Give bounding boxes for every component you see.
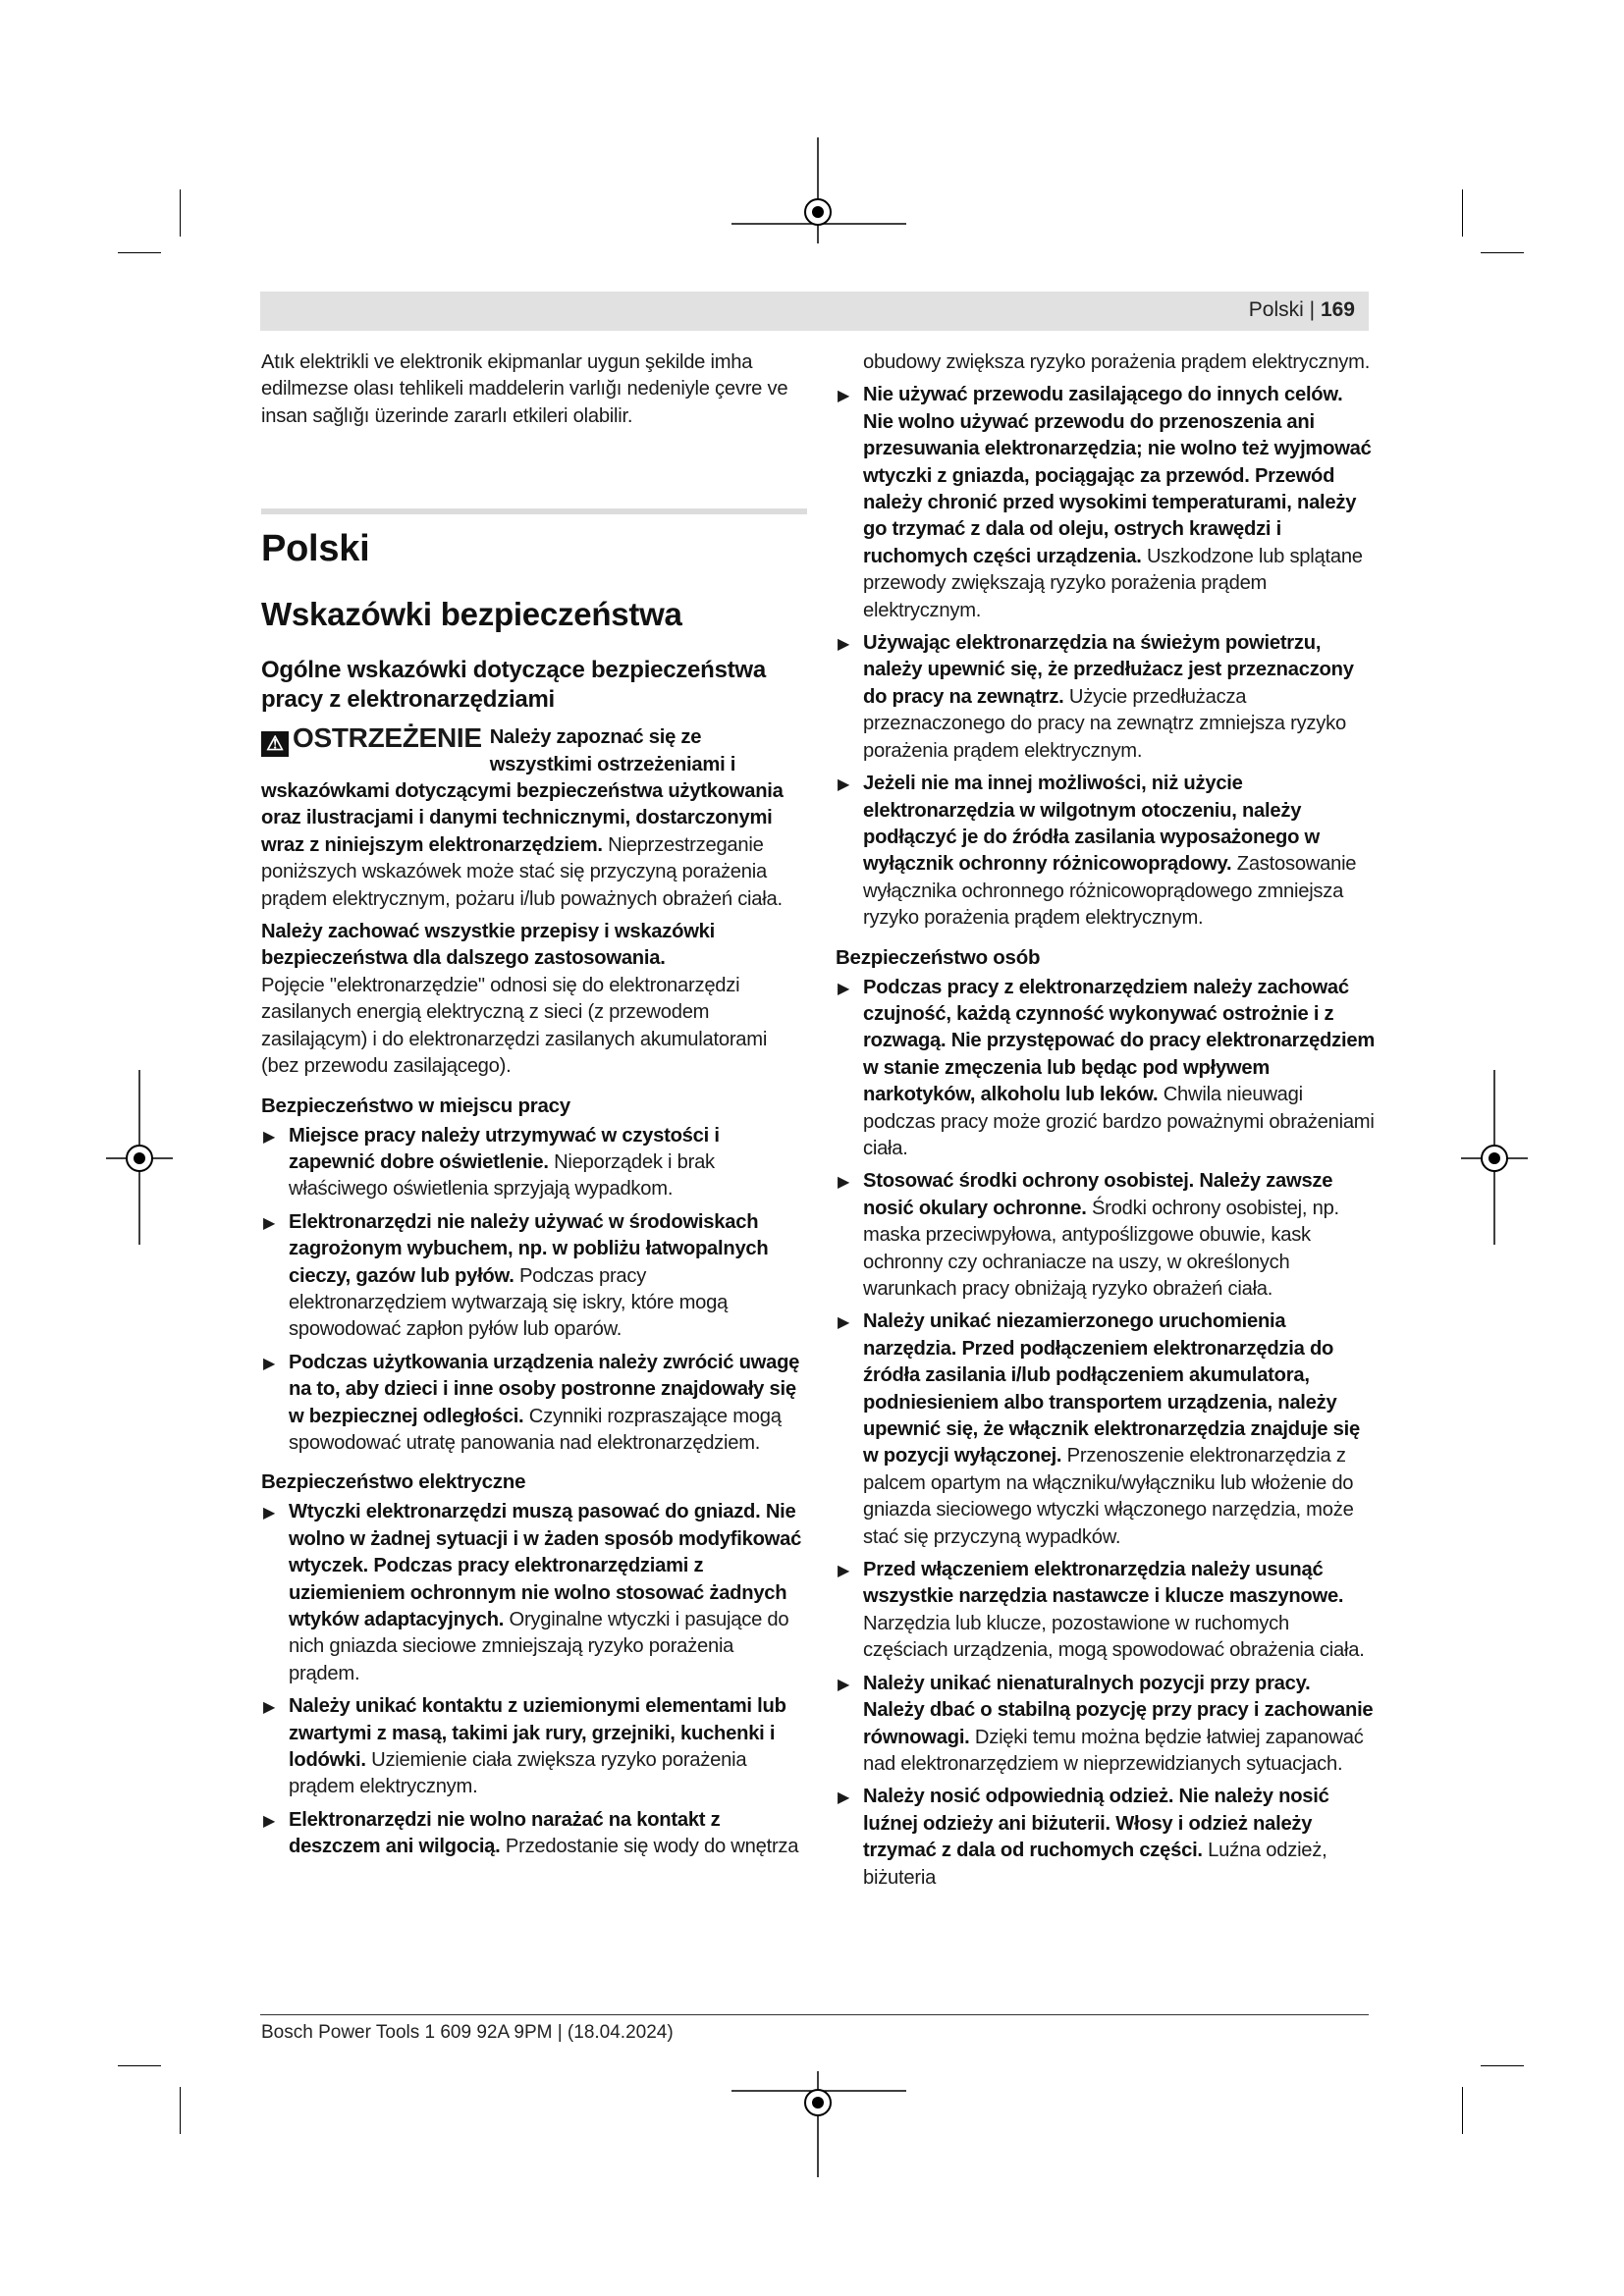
list-item: ▶ Nie używać przewodu zasilającego do innych celów. Nie wolno używać przewodu do przenoszenia ani przesuwania elektronarzędzia; nie wolno też wyjmować wtyczki z gniazda, pociągając za przewód. Przewód należy chronić przed wysokimi temperaturami, należy go trzymać z dala od oleju, ostrych krawędzi i ruchomych części urządzenia. Uszkodzone lub splątane przewody zwiększają ryzyko porażenia prądem elektrycznym. bbox=[838, 384, 1372, 621]
registration-mark-left bbox=[106, 1070, 175, 1247]
bullet-triangle-icon: ▶ bbox=[838, 1789, 850, 1807]
list-item: ▶ Należy unikać nienaturalnych pozycji przy pracy. Należy dbać o stabilną pozycję przy pracy i zachowanie równowagi. Dzięki temu można będzie łatwiej zapanować nad elektronarzędziem w nieprzewidzianych sytuacjach. bbox=[838, 1672, 1374, 1775]
list-item: ▶ Elektronarzędzi nie wolno narażać na kontakt z deszczem ani wilgocią. Przedostanie się wody do wnętrza bbox=[263, 1808, 799, 1858]
electric-safety-heading: Bezpieczeństwo elektryczne bbox=[261, 1470, 526, 1494]
bullet-triangle-icon: ▶ bbox=[263, 1214, 276, 1232]
left-column bbox=[261, 349, 807, 1861]
list-item: ▶ Używając elektronarzędzia na świeżym powietrzu, należy upewnić się, że przedłużacz jest przeznaczony do pracy na zewnątrz. Użycie przedłużacza przeznaczonego do pracy na zewnątrz zmniejsza ryzyko porażenia prądem elektrycznym. bbox=[838, 632, 1354, 762]
language-heading: Polski bbox=[261, 528, 370, 570]
right-column bbox=[836, 349, 1377, 1892]
warning-bold-text: Należy zapoznać się ze wszystkimi ostrzeżeniami i wskazówkami dotyczącymi bezpieczeństwa użytkowania oraz ilustracjami i danymi technicznymi, dostarczonymi wraz z niniejszym elektronarzędziem. bbox=[261, 726, 784, 856]
list-item: ▶ Podczas użytkowania urządzenia należy zwrócić uwagę na to, aby dzieci i inne osoby postronne znajdowały się w bezpiecznej odległości. Czynniki rozpraszające mogą spowodować utratę panowania nad elektronarzędziem. bbox=[263, 1351, 800, 1454]
registration-mark-bottom bbox=[731, 2071, 908, 2179]
list-item: ▶ Należy unikać kontaktu z uziemionymi elementami lub zwartymi z masą, takimi jak rury, grzejniki, kuchenki i lodówki. Uziemienie ciała zwiększa ryzyko porażenia prądem elektrycznym. bbox=[263, 1695, 786, 1798]
bullet-triangle-icon: ▶ bbox=[838, 1174, 850, 1192]
list-item: ▶ Stosować środki ochrony osobistej. Należy zawsze nosić okulary ochronne. Środki ochrony osobistej, np. maska przeciwpyłowa, antypoślizgowe obuwie, kask ochronny czy ochraniacze na uszy, w określonych warunkach pracy obniżają ryzyko obrażeń ciała. bbox=[838, 1170, 1339, 1300]
bullet-triangle-icon: ▶ bbox=[838, 980, 850, 997]
bullet-triangle-icon: ▶ bbox=[838, 388, 850, 405]
registration-mark-top bbox=[731, 137, 908, 245]
bullet-triangle-icon: ▶ bbox=[263, 1505, 276, 1522]
bullet-triangle-icon: ▶ bbox=[838, 1563, 850, 1580]
registration-mark-right bbox=[1461, 1070, 1530, 1247]
bullet-triangle-icon: ▶ bbox=[263, 1128, 276, 1146]
list-item: ▶ Należy nosić odpowiednią odzież. Nie należy nosić luźnej odzieży ani biżuterii. Włosy i odzież należy trzymać z dala od ruchomych części. Luźna odzież, biżuteria bbox=[838, 1786, 1329, 1889]
bullet-triangle-icon: ▶ bbox=[838, 1676, 850, 1693]
bullet-triangle-icon: ▶ bbox=[838, 1314, 850, 1332]
continued-paragraph: obudowy zwiększa ryzyko porażenia prądem elektrycznym. bbox=[863, 351, 1371, 373]
warning-label-text: OSTRZEŻENIE bbox=[293, 722, 482, 754]
concept-paragraph: Pojęcie "elektronarzędzie" odnosi się do elektronarzędzi zasilanych energią elektryczną z sieci (z przewodem zasilającym) i do elektronarzędzi zasilanych akumulatorami (bez przewodu zasilającego). bbox=[261, 974, 768, 1078]
list-item: ▶ Należy unikać niezamierzonego uruchomienia narzędzia. Przed podłączeniem elektronarzędzia do źródła zasilania i/lub podłączeniem akumulatora, podniesieniem albo transportem urządzenia, należy upewnić się, że włącznik elektronarzędzia znajduje się w pozycji wyłączonej. Przenoszenie elektronarzędzia z palcem opartym na włączniku/wyłączniku lub włożenie do gniazda sieciowego wtyczki włączonego narzędzia, może stać się przyczyną wypadków. bbox=[838, 1310, 1360, 1548]
list-item: ▶ Podczas pracy z elektronarzędziem należy zachować czujność, każdą czynność wykonywać ostrożnie i z rozwagą. Nie przystępować do pracy elektronarzędziem w stanie zmęczenia lub będąc pod wpływem narkotyków, alkoholu lub leków. Chwila nieuwagi podczas pracy może grozić bardzo poważnymi obrażeniami ciała. bbox=[838, 976, 1376, 1159]
safety-heading: Wskazówki bezpieczeństwa bbox=[261, 596, 682, 633]
keep-instructions: Należy zachować wszystkie przepisy i wskazówki bezpieczeństwa dla dalszego zastosowania. bbox=[261, 921, 715, 970]
page-header-text: Polski | 169 bbox=[1248, 298, 1355, 321]
general-safety-heading: Ogólne wskazówki dotyczące bezpieczeństwa pracy z elektronarzędziami bbox=[261, 657, 766, 714]
list-item: ▶ Elektronarzędzi nie należy używać w środowiskach zagrożonym wybuchem, np. w pobliżu łatwopalnych cieczy, gazów lub pyłów. Podczas pracy elektronarzędziem wytwarzają się iskry, które mogą spowodować zapłon pyłów lub oparów. bbox=[263, 1210, 769, 1341]
list-item: ▶ Przed włączeniem elektronarzędzia należy usunąć wszystkie narzędzia nastawcze i klucze maszynowe. Narzędzia lub klucze, pozostawione w ruchomych częściach urządzenia, mogą spowodować obrażenia ciała. bbox=[838, 1559, 1365, 1662]
warning-label bbox=[261, 722, 482, 757]
intro-paragraph: Atık elektrikli ve elektronik ekipmanlar uygun şekilde imha edilmezse olası tehlikeli maddelerin varlığı nedeniyle çevre ve insan sağlığı üzerinde zararlı etkileri olabilir. bbox=[261, 351, 788, 427]
list-item: ▶ Jeżeli nie ma innej możliwości, niż użycie elektronarzędzia w wilgotnym otoczeniu, należy podłączyć je do źródła zasilania wyposażonego w wyłącznik ochronny różnicowoprądowy. Zastosowanie wyłącznika ochronnego różnicowoprądowego zmniejsza ryzyko porażenia prądem elektrycznym. bbox=[838, 773, 1357, 930]
warning-triangle-icon: ⚠ bbox=[261, 731, 289, 757]
bullet-triangle-icon: ▶ bbox=[263, 1812, 276, 1830]
header-language: Polski bbox=[1248, 298, 1304, 321]
footer-rule bbox=[260, 2014, 1369, 2015]
page-footer: Bosch Power Tools 1 609 92A 9PM | (18.04.2024) bbox=[261, 2022, 674, 2043]
page-number: 169 bbox=[1320, 298, 1355, 321]
list-item: ▶ Wtyczki elektronarzędzi muszą pasować do gniazd. Nie wolno w żadnej sytuacji i w żaden sposób modyfikować wtyczek. Podczas pracy elektronarzędziami z uziemieniem ochronnym nie wolno stosować żadnych wtyków adaptacyjnych. Oryginalne wtyczki i pasujące do nich gniazda sieciowe zmniejszają ryzyko porażenia prądem. bbox=[263, 1501, 802, 1684]
bullet-triangle-icon: ▶ bbox=[263, 1699, 276, 1717]
warning-block bbox=[261, 724, 807, 913]
bullet-triangle-icon: ▶ bbox=[838, 636, 850, 654]
page-header bbox=[260, 292, 1369, 331]
work-safety-heading: Bezpieczeństwo w miejscu pracy bbox=[261, 1094, 570, 1117]
bullet-triangle-icon: ▶ bbox=[263, 1355, 276, 1372]
personal-safety-heading: Bezpieczeństwo osób bbox=[836, 945, 1041, 969]
warning-text: Nieprzestrzeganie poniższych wskazówek może stać się przyczyną porażenia prądem elektrycznym, pożaru i/lub poważnych obrażeń ciała. bbox=[261, 833, 783, 910]
list-item: ▶ Miejsce pracy należy utrzymywać w czystości i zapewnić dobre oświetlenie. Nieporządek i brak właściwego oświetlenia sprzyjają wypadkom. bbox=[263, 1124, 720, 1201]
bullet-triangle-icon: ▶ bbox=[838, 776, 850, 794]
